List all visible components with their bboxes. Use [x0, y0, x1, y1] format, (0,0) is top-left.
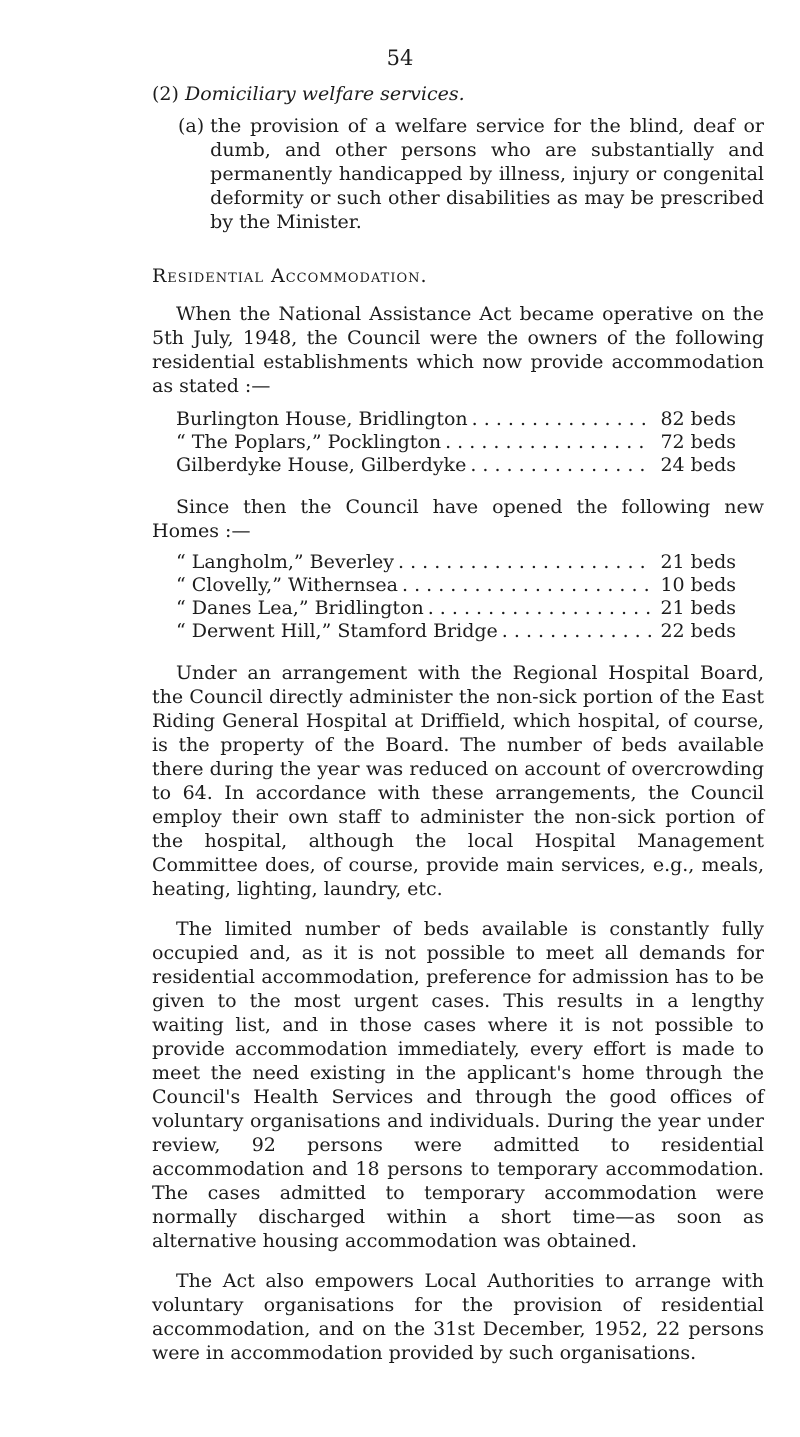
leader-dots	[472, 408, 652, 431]
list-item	[176, 431, 736, 454]
section-number: (2)	[152, 83, 179, 105]
leader-dots	[428, 597, 652, 620]
home-name: “ Langholm,” Beverley	[176, 551, 394, 573]
limited-beds-paragraph: The limited number of beds available is constantly fully occupied and, as it is not possible to meet all demands for residential accommodation, preference for admission has to be given to the most urgent cases. This results in a lengthy waiting list, and in those cases where it is not possible to provide accommodation immediately, every effort is made to meet the need existing in the applicant's home through the Council's Health Services and through the good offices of voluntary organisations and individuals. During the year under review, 92 persons were admitted to residential accommodation and 18 persons to temporary accommodation. The cases admitted to temporary accommodation were normally discharged within a short time—as soon as alternative housing accommodation was obtained.	[152, 918, 764, 1252]
home-name: “ The Poplars,” Pocklington	[176, 431, 442, 453]
list-item	[176, 408, 736, 431]
section-title: Domiciliary welfare services.	[184, 83, 465, 105]
home-name: “ Danes Lea,” Bridlington	[176, 597, 424, 619]
item-a	[178, 114, 764, 234]
list-item	[176, 454, 736, 477]
existing-homes-list	[176, 408, 736, 477]
leader-dots	[470, 454, 652, 477]
list-item	[176, 574, 736, 597]
residential-heading: Residential Accommodation.	[152, 265, 428, 287]
new-homes-list	[176, 551, 736, 643]
leader-dots	[445, 431, 652, 454]
list-item	[176, 620, 736, 643]
leader-dots	[402, 574, 652, 597]
home-name: “ Clovelly,” Withernsea	[176, 574, 398, 596]
item-a-text: the provision of a welfare service for the blind, deaf or dumb, and other persons who are substantially and permanently handicapped by illness, injury or congenital deformity or such other disabilities as may be prescribed by the Minister.	[210, 115, 764, 233]
home-beds: 72 beds	[660, 431, 736, 453]
home-beds: 10 beds	[660, 574, 736, 596]
list-item	[176, 597, 736, 620]
item-a-marker: (a)	[178, 115, 205, 137]
since-text: Since then the Council have opened the following new Homes :—	[152, 496, 764, 542]
home-beds: 82 beds	[660, 408, 736, 430]
hospital-paragraph: Under an arrangement with the Regional Hospital Board, the Council directly administer the non-sick portion of the East Riding General Hospital at Driffield, which hospital, of course, is the property of the Board. The number of beds available there during the year was reduced on account of overcrowding to 64. In accordance with these arrangements, the Council employ their own staff to administer the non-sick portion of the hospital, although the local Hospital Management Committee does, of course, provide main services, e.g., meals, heating, lighting, laundry, etc.	[152, 662, 764, 900]
home-beds: 24 beds	[660, 454, 736, 476]
residential-intro: When the National Assistance Act became operative on the 5th July, 1948, the Council were the owners of the following residential establishments which now provide accommodation as stated :—	[152, 303, 764, 397]
leader-dots	[398, 551, 652, 574]
page-content	[152, 82, 764, 1381]
leader-dots	[502, 620, 652, 643]
home-name: “ Derwent Hill,” Stamford Bridge	[176, 620, 498, 642]
section-heading	[152, 82, 764, 106]
home-beds: 22 beds	[660, 620, 736, 642]
voluntary-organisations-paragraph: The Act also empowers Local Authorities to arrange with voluntary organisations for the provision of residential accommodation, and on the 31st December, 1952, 22 persons were in accommodation provided by such organisations.	[152, 1270, 764, 1364]
page-number: 54	[386, 46, 414, 70]
home-beds: 21 beds	[660, 597, 736, 619]
home-beds: 21 beds	[660, 551, 736, 573]
home-name: Burlington House, Bridlington	[176, 408, 468, 430]
list-item	[176, 551, 736, 574]
home-name: Gilberdyke House, Gilberdyke	[176, 454, 467, 476]
